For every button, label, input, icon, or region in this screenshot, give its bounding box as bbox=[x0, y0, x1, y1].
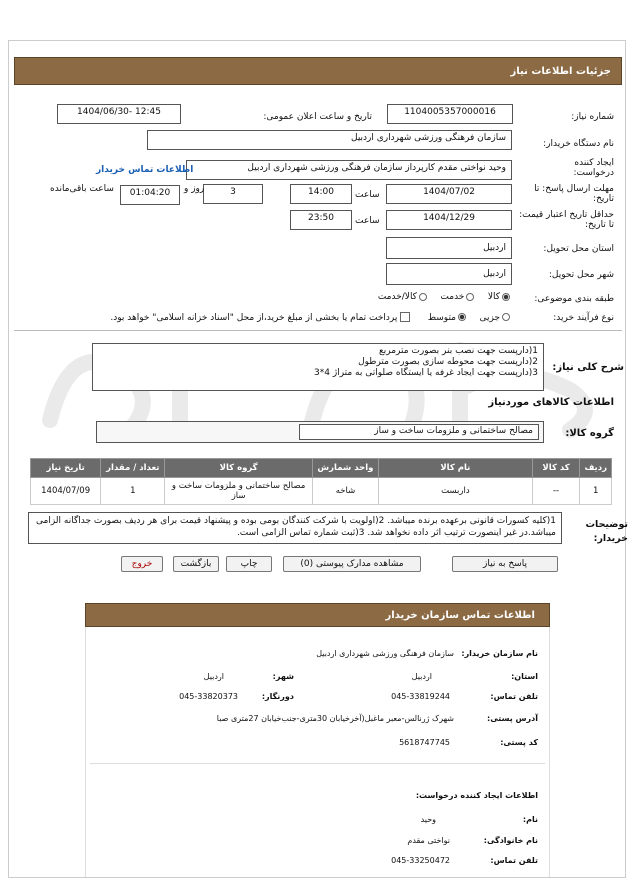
category-radio-group bbox=[300, 292, 512, 302]
category-option-service[interactable]: خدمت bbox=[440, 292, 476, 302]
contact-postal-label: کد پستی: bbox=[500, 738, 538, 747]
creator-name-label: نام: bbox=[522, 815, 538, 824]
notes-box: 1(کلیه کسورات قانونی برعهده برنده میباشد. 2(اولویت با شرکت کنندگان بومی بوده و پیشنهاد قیمت برای هر ردیف بصورت جداگانه الزامی میباشد.در غیر اینصورت ترتیب اثر داده نخواهد شد. 3(ثبت شماره تماس الزامی است. bbox=[28, 512, 562, 544]
creator-family-value: نواختی مقدم bbox=[407, 836, 450, 845]
table-header: تعداد / مقدار bbox=[101, 459, 165, 478]
view-docs-button[interactable]: مشاهده مدارک پیوستی (0) bbox=[283, 556, 421, 572]
table-row[interactable] bbox=[31, 478, 612, 505]
contact-org-value: سازمان فرهنگی ورزشی شهرداری اردبیل bbox=[316, 649, 454, 658]
announce-field[interactable]: 1404/06/30- 12:45 bbox=[57, 104, 181, 124]
creator-phone-label: تلفن تماس: bbox=[490, 856, 538, 865]
province-field[interactable]: اردبیل bbox=[386, 237, 512, 259]
goods-group-label: گروه کالا: bbox=[565, 428, 614, 439]
remaining-time-field: 01:04:20 bbox=[120, 185, 180, 205]
need-number-label: شماره نیاز: bbox=[571, 112, 614, 122]
creator-family-label: نام خانوادگی: bbox=[483, 836, 538, 845]
remaining-label: ساعت باقی‌مانده bbox=[50, 184, 114, 194]
table-cell: داربست bbox=[379, 478, 533, 505]
process-radio-group bbox=[40, 312, 512, 323]
radio-icon bbox=[466, 293, 474, 301]
table-cell: -- bbox=[532, 478, 580, 505]
table-cell: مصالح ساختمانی و ملزومات ساخت و ساز bbox=[165, 478, 313, 505]
min-validity-date-field[interactable]: 1404/12/29 bbox=[386, 210, 512, 230]
contact-province-value: اردبیل bbox=[411, 672, 432, 681]
buyer-field[interactable]: سازمان فرهنگی ورزشی شهرداری اردبیل bbox=[147, 130, 512, 150]
goods-group-field[interactable]: مصالح ساختمانی و ملزومات ساخت و ساز bbox=[299, 424, 539, 440]
province-label: استان محل تحویل: bbox=[543, 244, 614, 254]
contact-province-label: استان: bbox=[511, 672, 538, 681]
description-line: 3(دارپست جهت ایجاد غرفه یا ایستگاه صلواتی به متراژ 4*3 bbox=[314, 368, 538, 378]
deadline-time-label: ساعت bbox=[355, 190, 380, 200]
announce-label: تاریخ و ساعت اعلان عمومی: bbox=[263, 112, 372, 122]
contact-address-label: آدرس پستی: bbox=[487, 714, 538, 723]
city-label: شهر محل تحویل: bbox=[548, 270, 614, 280]
contact-city-value: اردبیل bbox=[203, 672, 224, 681]
table-cell: 1404/07/09 bbox=[31, 478, 101, 505]
creator-phone-value: 045-33250472 bbox=[391, 856, 450, 865]
city-field[interactable]: اردبیل bbox=[386, 263, 512, 285]
payment-note: پرداخت تمام یا بخشی از مبلغ خرید،از محل "اسناد خزانه اسلامی" خواهد بود. bbox=[110, 312, 398, 323]
table-header: تاریخ نیاز bbox=[31, 459, 101, 478]
goods-table bbox=[30, 458, 612, 505]
description-label: شرح کلی نیاز: bbox=[552, 362, 624, 373]
back-button[interactable]: بازگشت bbox=[173, 556, 219, 572]
need-number-field[interactable]: 1104005357000016 bbox=[387, 104, 513, 124]
creator-name-value: وحید bbox=[420, 815, 436, 824]
table-cell: شاخه bbox=[312, 478, 378, 505]
creator-label: ایجاد کننده درخواست: bbox=[573, 158, 614, 178]
contact-title: اطلاعات تماس سازمان خریدار bbox=[385, 610, 535, 621]
days-label: روز و bbox=[184, 184, 205, 194]
min-validity-label: حداقل تاریخ اعتبار قیمت: تا تاریخ: bbox=[519, 210, 614, 230]
table-header: نام کالا bbox=[379, 459, 533, 478]
min-validity-time-field[interactable]: 23:50 bbox=[290, 210, 352, 230]
contact-postal-value: 5618747745 bbox=[399, 738, 450, 747]
buyer-label: نام دستگاه خریدار: bbox=[543, 139, 614, 149]
table-header: ردیف bbox=[580, 459, 612, 478]
radio-icon bbox=[419, 293, 427, 301]
contact-city-label: شهر: bbox=[272, 672, 294, 681]
table-header: گروه کالا bbox=[165, 459, 313, 478]
contact-phone-label: تلفن تماس: bbox=[490, 692, 538, 701]
table-header: واحد شمارش bbox=[312, 459, 378, 478]
contact-link[interactable]: اطلاعات تماس خریدار bbox=[96, 165, 194, 175]
creator-info-title: اطلاعات ایجاد کننده درخواست: bbox=[415, 791, 538, 800]
deadline-date-field[interactable]: 1404/07/02 bbox=[386, 184, 512, 204]
contact-panel bbox=[85, 627, 550, 877]
process-option-medium[interactable]: متوسط bbox=[428, 313, 468, 323]
table-cell: 1 bbox=[580, 478, 612, 505]
table-cell: 1 bbox=[101, 478, 165, 505]
table-header: کد کالا bbox=[532, 459, 580, 478]
exit-button[interactable]: خروج bbox=[121, 556, 163, 572]
table-header-row bbox=[31, 459, 612, 478]
contact-org-label: نام سازمان خریدار: bbox=[461, 649, 538, 658]
header-bar bbox=[14, 57, 622, 85]
category-option-goods[interactable]: کالا bbox=[488, 292, 512, 302]
radio-selected-icon bbox=[502, 293, 510, 301]
days-field[interactable]: 3 bbox=[203, 184, 263, 204]
contact-fax-value: 045-33820373 bbox=[179, 692, 238, 701]
description-line: 1(دارپست جهت نصب بنر بصورت مترمربع bbox=[378, 346, 538, 356]
print-button[interactable]: چاپ bbox=[226, 556, 272, 572]
page-title: جزئیات اطلاعات نیاز bbox=[510, 66, 611, 77]
category-label: طبقه بندی موضوعی: bbox=[534, 294, 614, 304]
process-option-minor[interactable]: جزیی bbox=[479, 313, 512, 323]
creator-field[interactable]: وحید نواختی مقدم کارپرداز سازمان فرهنگی ورزشی شهرداری اردبیل bbox=[186, 160, 512, 180]
process-label: نوع فرآیند خرید: bbox=[553, 313, 614, 323]
contact-divider bbox=[90, 763, 545, 764]
deadline-label: مهلت ارسال پاسخ: تا تاریخ: bbox=[534, 184, 614, 204]
contact-fax-label: دورنگار: bbox=[261, 692, 294, 701]
reply-button[interactable]: پاسخ به نیاز bbox=[452, 556, 558, 572]
payment-checkbox[interactable] bbox=[110, 313, 413, 323]
min-validity-time-label: ساعت bbox=[355, 216, 380, 226]
notes-label: توضیحات خریدار: bbox=[585, 519, 628, 544]
contact-address-value: شهرک ژرنالس-معبر ماغبل(آخرخیابان 30متری-جنب‌خیابان 27متری صبا bbox=[216, 714, 454, 723]
radio-icon bbox=[502, 313, 510, 321]
description-box bbox=[92, 343, 544, 391]
goods-section-title: اطلاعات کالاهای موردنیاز bbox=[488, 397, 614, 408]
contact-header-bar bbox=[85, 603, 550, 627]
goods-group-box bbox=[96, 421, 544, 443]
contact-phone-value: 045-33819244 bbox=[391, 692, 450, 701]
checkbox-icon bbox=[400, 312, 410, 322]
radio-selected-icon bbox=[458, 313, 466, 321]
divider bbox=[14, 330, 622, 331]
category-option-both[interactable]: کالا/خدمت bbox=[378, 292, 429, 302]
description-line: 2(دارپست جهت محوطه سازی بصورت مترطول bbox=[358, 357, 538, 367]
deadline-time-field[interactable]: 14:00 bbox=[290, 184, 352, 204]
